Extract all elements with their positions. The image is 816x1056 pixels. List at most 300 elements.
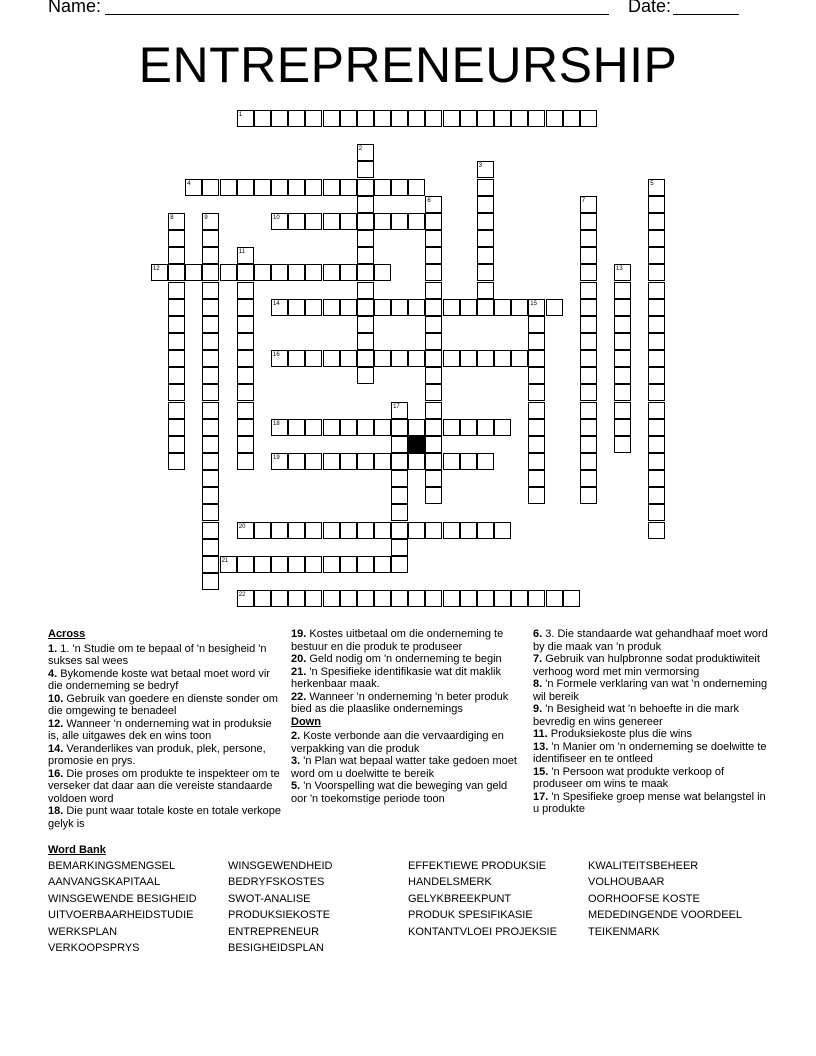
crossword-cell[interactable]: [648, 179, 665, 196]
crossword-cell[interactable]: [528, 487, 545, 504]
crossword-cell[interactable]: [563, 110, 580, 127]
crossword-cell[interactable]: [425, 247, 442, 264]
crossword-cell[interactable]: [408, 299, 425, 316]
crossword-cell[interactable]: [168, 384, 185, 401]
crossword-cell[interactable]: [340, 110, 357, 127]
crossword-cell[interactable]: [528, 350, 545, 367]
crossword-cell[interactable]: [408, 522, 425, 539]
crossword-cell[interactable]: [220, 179, 237, 196]
crossword-cell[interactable]: [357, 179, 374, 196]
crossword-cell[interactable]: [648, 436, 665, 453]
crossword-cell[interactable]: [202, 470, 219, 487]
crossword-cell[interactable]: [202, 487, 219, 504]
crossword-cell[interactable]: [614, 436, 631, 453]
crossword-cell[interactable]: [288, 556, 305, 573]
crossword-cell[interactable]: [374, 522, 391, 539]
crossword-cell[interactable]: [443, 419, 460, 436]
crossword-cell[interactable]: [288, 350, 305, 367]
crossword-cell[interactable]: [305, 590, 322, 607]
crossword-cell[interactable]: [168, 264, 185, 281]
crossword-cell[interactable]: [425, 316, 442, 333]
crossword-cell[interactable]: [425, 402, 442, 419]
crossword-cell[interactable]: [580, 419, 597, 436]
crossword-cell[interactable]: [460, 453, 477, 470]
crossword-cell[interactable]: [614, 350, 631, 367]
crossword-cell[interactable]: [477, 161, 494, 178]
crossword-cell[interactable]: [511, 299, 528, 316]
crossword-cell[interactable]: [425, 333, 442, 350]
crossword-cell[interactable]: [323, 110, 340, 127]
crossword-cell[interactable]: [357, 264, 374, 281]
crossword-cell[interactable]: [254, 179, 271, 196]
crossword-cell[interactable]: [425, 487, 442, 504]
crossword-cell[interactable]: [168, 436, 185, 453]
crossword-cell[interactable]: [477, 230, 494, 247]
crossword-cell[interactable]: [391, 504, 408, 521]
crossword-cell[interactable]: [202, 453, 219, 470]
crossword-cell[interactable]: [425, 230, 442, 247]
crossword-cell[interactable]: [202, 264, 219, 281]
crossword-cell[interactable]: [288, 522, 305, 539]
crossword-cell[interactable]: [374, 453, 391, 470]
crossword-cell[interactable]: [648, 299, 665, 316]
crossword-cell[interactable]: [357, 350, 374, 367]
crossword-cell[interactable]: [271, 350, 288, 367]
crossword-cell[interactable]: [323, 590, 340, 607]
crossword-cell[interactable]: [425, 264, 442, 281]
crossword-cell[interactable]: [614, 333, 631, 350]
crossword-cell[interactable]: [305, 522, 322, 539]
crossword-cell[interactable]: [340, 556, 357, 573]
crossword-cell[interactable]: [305, 213, 322, 230]
crossword-cell[interactable]: [237, 419, 254, 436]
crossword-cell[interactable]: [614, 367, 631, 384]
crossword-cell[interactable]: [580, 247, 597, 264]
crossword-cell[interactable]: [168, 402, 185, 419]
crossword-cell[interactable]: [202, 402, 219, 419]
crossword-cell[interactable]: [340, 453, 357, 470]
name-field[interactable]: [105, 14, 609, 15]
crossword-cell[interactable]: [288, 264, 305, 281]
crossword-cell[interactable]: [237, 264, 254, 281]
crossword-cell[interactable]: [648, 247, 665, 264]
crossword-cell[interactable]: [580, 230, 597, 247]
crossword-cell[interactable]: [254, 522, 271, 539]
crossword-cell[interactable]: [271, 110, 288, 127]
crossword-cell[interactable]: [202, 367, 219, 384]
crossword-cell[interactable]: [563, 590, 580, 607]
crossword-cell[interactable]: [425, 299, 442, 316]
crossword-cell[interactable]: [237, 384, 254, 401]
crossword-cell[interactable]: [202, 316, 219, 333]
crossword-cell[interactable]: [408, 590, 425, 607]
crossword-cell[interactable]: [202, 247, 219, 264]
crossword-cell[interactable]: [460, 299, 477, 316]
crossword-cell[interactable]: [648, 316, 665, 333]
crossword-cell[interactable]: [357, 247, 374, 264]
crossword-cell[interactable]: [528, 436, 545, 453]
crossword-cell[interactable]: [528, 419, 545, 436]
crossword-cell[interactable]: [357, 161, 374, 178]
crossword-cell[interactable]: [648, 487, 665, 504]
crossword-cell[interactable]: [202, 213, 219, 230]
crossword-cell[interactable]: [288, 110, 305, 127]
crossword-cell[interactable]: [425, 196, 442, 213]
crossword-cell[interactable]: [254, 556, 271, 573]
crossword-cell[interactable]: [477, 590, 494, 607]
crossword-cell[interactable]: [425, 110, 442, 127]
crossword-cell[interactable]: [443, 299, 460, 316]
crossword-cell[interactable]: [648, 504, 665, 521]
crossword-cell[interactable]: [357, 282, 374, 299]
crossword-cell[interactable]: [357, 316, 374, 333]
crossword-cell[interactable]: [528, 110, 545, 127]
crossword-cell[interactable]: [477, 282, 494, 299]
crossword-cell[interactable]: [323, 350, 340, 367]
crossword-cell[interactable]: [202, 539, 219, 556]
crossword-cell[interactable]: [168, 299, 185, 316]
crossword-cell[interactable]: [202, 282, 219, 299]
crossword-cell[interactable]: [202, 299, 219, 316]
crossword-cell[interactable]: [425, 367, 442, 384]
crossword-cell[interactable]: [202, 556, 219, 573]
crossword-cell[interactable]: [443, 590, 460, 607]
crossword-cell[interactable]: [220, 556, 237, 573]
crossword-cell[interactable]: [168, 247, 185, 264]
crossword-cell[interactable]: [271, 264, 288, 281]
crossword-cell[interactable]: [254, 264, 271, 281]
crossword-cell[interactable]: [494, 350, 511, 367]
crossword-cell[interactable]: [391, 110, 408, 127]
crossword-cell[interactable]: [391, 556, 408, 573]
crossword-cell[interactable]: [580, 470, 597, 487]
crossword-cell[interactable]: [357, 213, 374, 230]
crossword-cell[interactable]: [237, 556, 254, 573]
crossword-cell[interactable]: [374, 299, 391, 316]
crossword-cell[interactable]: [323, 556, 340, 573]
crossword-cell[interactable]: [408, 350, 425, 367]
crossword-cell[interactable]: [425, 590, 442, 607]
crossword-cell[interactable]: [168, 333, 185, 350]
crossword-cell[interactable]: [271, 522, 288, 539]
crossword-cell[interactable]: [202, 384, 219, 401]
crossword-cell[interactable]: [305, 453, 322, 470]
crossword-cell[interactable]: [271, 179, 288, 196]
crossword-cell[interactable]: [580, 402, 597, 419]
crossword-cell[interactable]: [648, 196, 665, 213]
crossword-cell[interactable]: [391, 590, 408, 607]
crossword-cell[interactable]: [648, 402, 665, 419]
crossword-cell[interactable]: [168, 230, 185, 247]
crossword-cell[interactable]: [511, 110, 528, 127]
crossword-cell[interactable]: [477, 196, 494, 213]
crossword-cell[interactable]: [357, 556, 374, 573]
crossword-cell[interactable]: [288, 419, 305, 436]
crossword-cell[interactable]: [528, 384, 545, 401]
crossword-cell[interactable]: [580, 453, 597, 470]
crossword-cell[interactable]: [374, 590, 391, 607]
crossword-cell[interactable]: [477, 419, 494, 436]
crossword-cell[interactable]: [408, 453, 425, 470]
crossword-cell[interactable]: [271, 213, 288, 230]
crossword-cell[interactable]: [580, 487, 597, 504]
crossword-cell[interactable]: [202, 179, 219, 196]
crossword-cell[interactable]: [340, 590, 357, 607]
crossword-cell[interactable]: [460, 522, 477, 539]
crossword-cell[interactable]: [357, 367, 374, 384]
crossword-cell[interactable]: [528, 299, 545, 316]
crossword-cell[interactable]: [425, 453, 442, 470]
crossword-cell[interactable]: [580, 282, 597, 299]
crossword-cell[interactable]: [648, 282, 665, 299]
crossword-cell[interactable]: [528, 402, 545, 419]
crossword-cell[interactable]: [202, 419, 219, 436]
crossword-cell[interactable]: [648, 522, 665, 539]
crossword-cell[interactable]: [391, 436, 408, 453]
crossword-cell[interactable]: [443, 522, 460, 539]
crossword-cell[interactable]: [288, 179, 305, 196]
crossword-cell[interactable]: [528, 367, 545, 384]
crossword-cell[interactable]: [494, 419, 511, 436]
crossword-cell[interactable]: [237, 316, 254, 333]
crossword-cell[interactable]: [237, 179, 254, 196]
crossword-cell[interactable]: [323, 264, 340, 281]
crossword-cell[interactable]: [477, 264, 494, 281]
crossword-cell[interactable]: [425, 522, 442, 539]
crossword-cell[interactable]: [340, 419, 357, 436]
crossword-cell[interactable]: [648, 333, 665, 350]
crossword-cell[interactable]: [271, 556, 288, 573]
crossword-cell[interactable]: [237, 333, 254, 350]
crossword-cell[interactable]: [648, 470, 665, 487]
crossword-cell[interactable]: [340, 522, 357, 539]
crossword-cell[interactable]: [305, 419, 322, 436]
crossword-cell[interactable]: [305, 264, 322, 281]
crossword-cell[interactable]: [271, 299, 288, 316]
crossword-cell[interactable]: [357, 230, 374, 247]
crossword-cell[interactable]: [168, 453, 185, 470]
crossword-cell[interactable]: [391, 179, 408, 196]
crossword-cell[interactable]: [648, 419, 665, 436]
crossword-cell[interactable]: [237, 282, 254, 299]
crossword-cell[interactable]: [305, 110, 322, 127]
crossword-cell[interactable]: [580, 213, 597, 230]
crossword-cell[interactable]: [460, 110, 477, 127]
crossword-cell[interactable]: [477, 350, 494, 367]
crossword-cell[interactable]: [391, 522, 408, 539]
crossword-cell[interactable]: [528, 453, 545, 470]
crossword-cell[interactable]: [288, 299, 305, 316]
crossword-cell[interactable]: [494, 299, 511, 316]
crossword-cell[interactable]: [580, 333, 597, 350]
crossword-cell[interactable]: [648, 453, 665, 470]
crossword-cell[interactable]: [202, 350, 219, 367]
crossword-cell[interactable]: [477, 522, 494, 539]
crossword-cell[interactable]: [185, 264, 202, 281]
crossword-cell[interactable]: [546, 110, 563, 127]
crossword-cell[interactable]: [168, 316, 185, 333]
crossword-cell[interactable]: [323, 522, 340, 539]
crossword-cell[interactable]: [237, 299, 254, 316]
crossword-cell[interactable]: [580, 367, 597, 384]
crossword-cell[interactable]: [340, 299, 357, 316]
crossword-cell[interactable]: [391, 350, 408, 367]
crossword-cell[interactable]: [614, 316, 631, 333]
crossword-cell[interactable]: [443, 350, 460, 367]
crossword-cell[interactable]: [237, 367, 254, 384]
crossword-cell[interactable]: [648, 230, 665, 247]
crossword-cell[interactable]: [323, 453, 340, 470]
crossword-cell[interactable]: [408, 110, 425, 127]
crossword-cell[interactable]: [460, 590, 477, 607]
crossword-cell[interactable]: [185, 179, 202, 196]
crossword-cell[interactable]: [374, 556, 391, 573]
crossword-cell[interactable]: [237, 453, 254, 470]
crossword-cell[interactable]: [443, 453, 460, 470]
crossword-cell[interactable]: [614, 419, 631, 436]
crossword-cell[interactable]: [374, 419, 391, 436]
crossword-cell[interactable]: [237, 247, 254, 264]
crossword-cell[interactable]: [168, 282, 185, 299]
crossword-cell[interactable]: [288, 590, 305, 607]
crossword-cell[interactable]: [477, 453, 494, 470]
crossword-cell[interactable]: [271, 419, 288, 436]
crossword-cell[interactable]: [460, 419, 477, 436]
crossword-cell[interactable]: [511, 590, 528, 607]
crossword-cell[interactable]: [511, 350, 528, 367]
crossword-cell[interactable]: [340, 179, 357, 196]
crossword-cell[interactable]: [580, 384, 597, 401]
crossword-cell[interactable]: [614, 384, 631, 401]
crossword-cell[interactable]: [254, 590, 271, 607]
crossword-cell[interactable]: [408, 213, 425, 230]
crossword-cell[interactable]: [374, 179, 391, 196]
crossword-cell[interactable]: [425, 470, 442, 487]
crossword-cell[interactable]: [546, 590, 563, 607]
crossword-cell[interactable]: [614, 264, 631, 281]
crossword-cell[interactable]: [357, 590, 374, 607]
crossword-cell[interactable]: [237, 110, 254, 127]
crossword-cell[interactable]: [391, 539, 408, 556]
crossword-cell[interactable]: [374, 264, 391, 281]
crossword-cell[interactable]: [323, 179, 340, 196]
crossword-cell[interactable]: [357, 110, 374, 127]
crossword-cell[interactable]: [254, 110, 271, 127]
crossword-cell[interactable]: [305, 179, 322, 196]
crossword-cell[interactable]: [357, 333, 374, 350]
crossword-cell[interactable]: [168, 213, 185, 230]
crossword-cell[interactable]: [202, 573, 219, 590]
crossword-cell[interactable]: [580, 436, 597, 453]
crossword-cell[interactable]: [151, 264, 168, 281]
crossword-cell[interactable]: [648, 384, 665, 401]
crossword-cell[interactable]: [408, 419, 425, 436]
crossword-cell[interactable]: [477, 179, 494, 196]
crossword-cell[interactable]: [477, 110, 494, 127]
crossword-cell[interactable]: [340, 213, 357, 230]
crossword-cell[interactable]: [614, 402, 631, 419]
crossword-cell[interactable]: [374, 213, 391, 230]
crossword-cell[interactable]: [648, 213, 665, 230]
crossword-cell[interactable]: [391, 299, 408, 316]
crossword-cell[interactable]: [357, 419, 374, 436]
crossword-cell[interactable]: [528, 316, 545, 333]
crossword-cell[interactable]: [494, 590, 511, 607]
crossword-cell[interactable]: [580, 264, 597, 281]
crossword-cell[interactable]: [323, 419, 340, 436]
crossword-cell[interactable]: [425, 213, 442, 230]
crossword-cell[interactable]: [528, 470, 545, 487]
crossword-cell[interactable]: [477, 247, 494, 264]
crossword-cell[interactable]: [168, 350, 185, 367]
crossword-cell[interactable]: [391, 487, 408, 504]
crossword-cell[interactable]: [271, 453, 288, 470]
crossword-cell[interactable]: [237, 350, 254, 367]
crossword-cell[interactable]: [340, 350, 357, 367]
crossword-cell[interactable]: [391, 213, 408, 230]
crossword-cell[interactable]: [425, 419, 442, 436]
crossword-cell[interactable]: [357, 453, 374, 470]
crossword-cell[interactable]: [408, 179, 425, 196]
crossword-cell[interactable]: [357, 299, 374, 316]
crossword-cell[interactable]: [614, 299, 631, 316]
crossword-cell[interactable]: [494, 110, 511, 127]
crossword-cell[interactable]: [305, 556, 322, 573]
crossword-cell[interactable]: [528, 590, 545, 607]
crossword-cell[interactable]: [271, 590, 288, 607]
crossword-cell[interactable]: [460, 350, 477, 367]
crossword-cell[interactable]: [528, 333, 545, 350]
crossword-cell[interactable]: [220, 264, 237, 281]
crossword-cell[interactable]: [580, 350, 597, 367]
crossword-cell[interactable]: [202, 230, 219, 247]
crossword-cell[interactable]: [357, 522, 374, 539]
crossword-cell[interactable]: [580, 110, 597, 127]
crossword-cell[interactable]: [202, 504, 219, 521]
crossword-cell[interactable]: [340, 264, 357, 281]
crossword-cell[interactable]: [323, 299, 340, 316]
crossword-cell[interactable]: [237, 522, 254, 539]
crossword-cell[interactable]: [391, 419, 408, 436]
crossword-cell[interactable]: [374, 350, 391, 367]
crossword-cell[interactable]: [237, 402, 254, 419]
crossword-cell[interactable]: [648, 264, 665, 281]
date-field[interactable]: [673, 14, 739, 15]
crossword-cell[interactable]: [391, 402, 408, 419]
crossword-cell[interactable]: [237, 590, 254, 607]
crossword-cell[interactable]: [288, 213, 305, 230]
crossword-cell[interactable]: [323, 213, 340, 230]
crossword-cell[interactable]: [305, 350, 322, 367]
crossword-cell[interactable]: [357, 196, 374, 213]
crossword-cell[interactable]: [374, 110, 391, 127]
crossword-cell[interactable]: [477, 213, 494, 230]
crossword-cell[interactable]: [168, 419, 185, 436]
crossword-cell[interactable]: [168, 367, 185, 384]
crossword-cell[interactable]: [391, 453, 408, 470]
crossword-cell[interactable]: [443, 110, 460, 127]
crossword-cell[interactable]: [580, 316, 597, 333]
crossword-cell[interactable]: [202, 522, 219, 539]
crossword-cell[interactable]: [477, 299, 494, 316]
crossword-cell[interactable]: [237, 436, 254, 453]
crossword-cell[interactable]: [580, 196, 597, 213]
crossword-cell[interactable]: [494, 522, 511, 539]
crossword-cell[interactable]: [425, 282, 442, 299]
crossword-cell[interactable]: [425, 350, 442, 367]
crossword-cell[interactable]: [614, 282, 631, 299]
crossword-cell[interactable]: [391, 470, 408, 487]
